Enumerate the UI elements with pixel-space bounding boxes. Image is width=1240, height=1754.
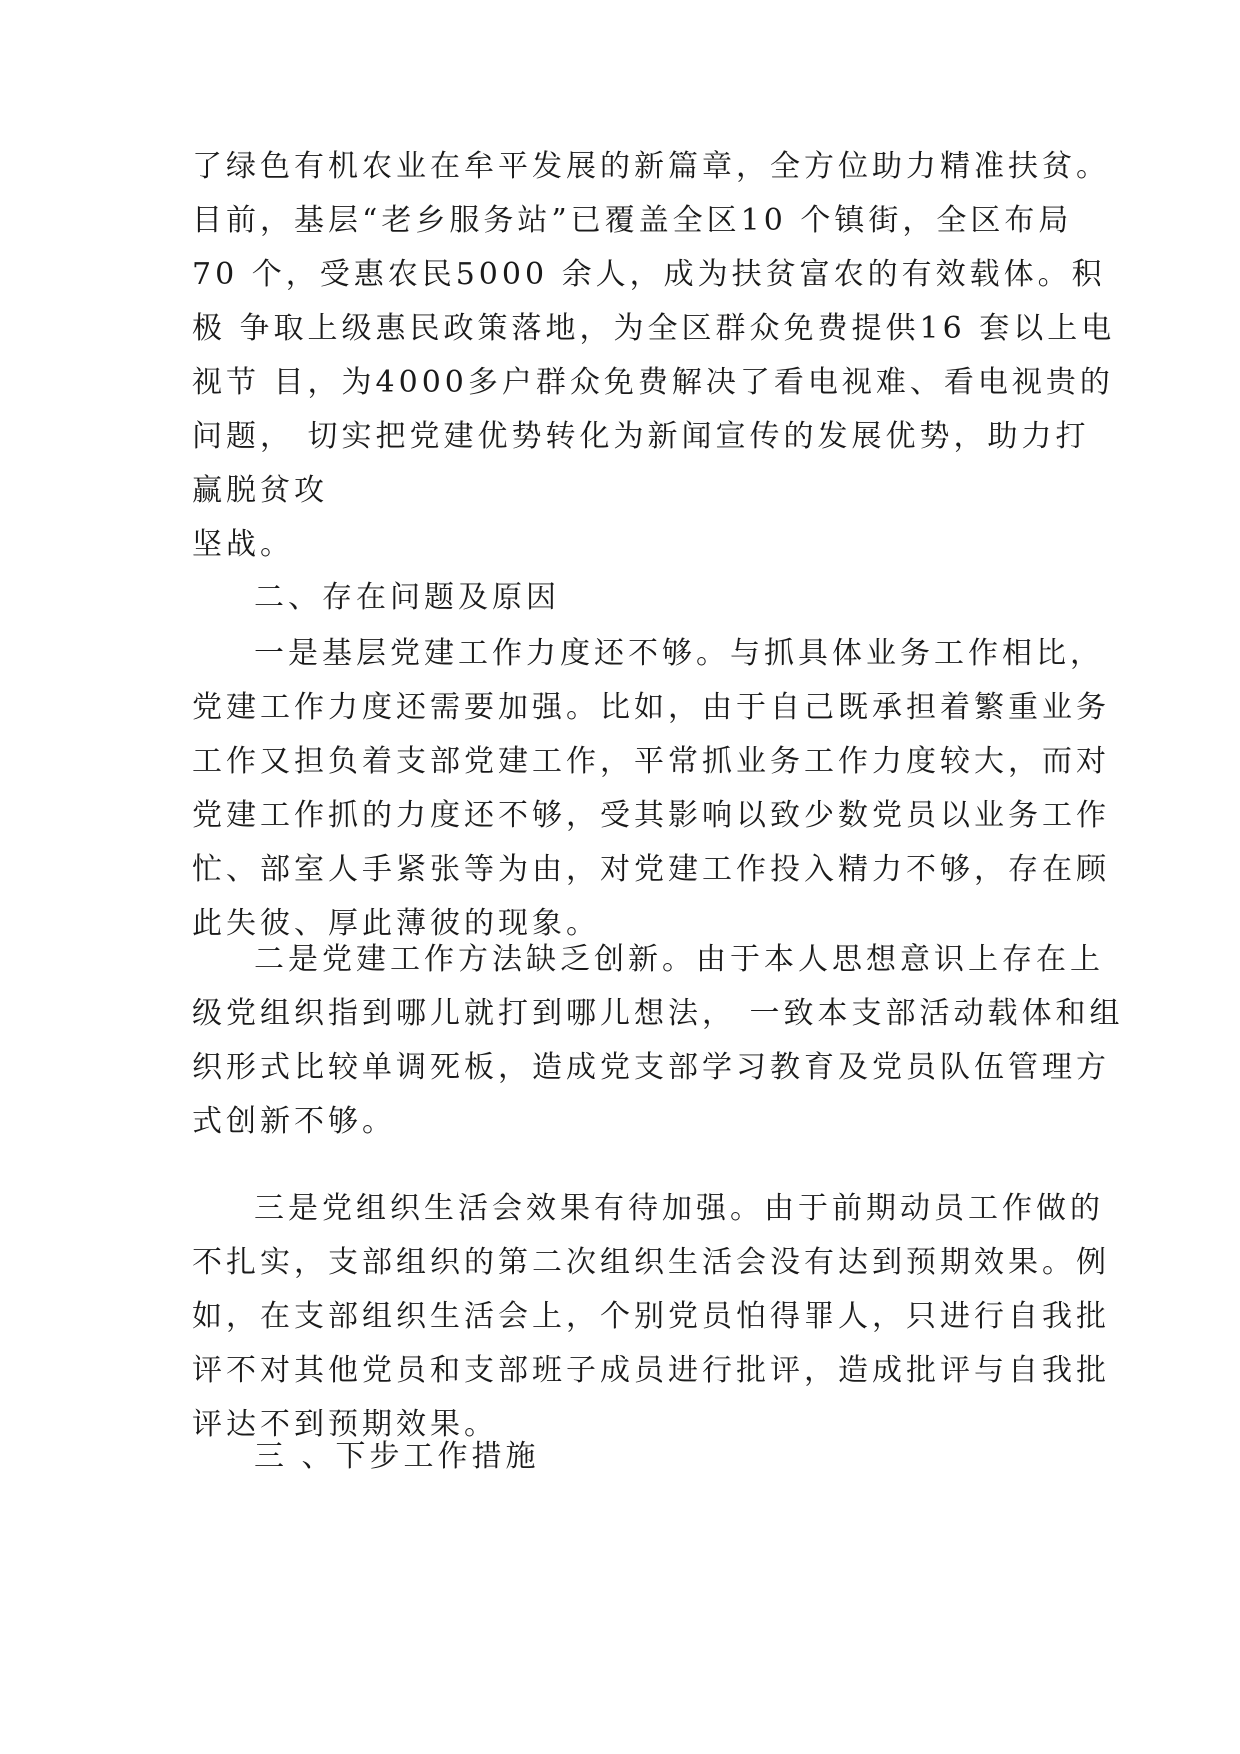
section-heading-next-steps <box>192 1430 1062 1484</box>
paragraph-line: 级党组织指到哪儿就打到哪儿想法， 一致本支部活动载体和组 <box>192 996 1124 1031</box>
paragraph-line: 党建工作力度还需要加强。比如，由于自己既承担着繁重业务 <box>192 690 1110 725</box>
paragraph-line: 70 个，受惠农民5000 余人，成为扶贫富农的有效载体。积 <box>192 257 1106 292</box>
paragraph-line: 坚战。 <box>192 527 294 562</box>
paragraph-line: 了绿色有机农业在牟平发展的新篇章，全方位助力精准扶贫。 <box>192 149 1110 184</box>
intro-paragraph <box>192 140 1116 572</box>
paragraph-line: 目前，基层“老乡服务站”已覆盖全区10 个镇街，全区布局 <box>192 203 1073 238</box>
problem-paragraph-3 <box>192 1182 1110 1452</box>
paragraph-line: 忙、部室人手紧张等为由，对党建工作投入精力不够，存在顾 <box>192 852 1110 887</box>
paragraph-first-line: 二是党建工作方法缺乏创新。由于本人思想意识上存在上 <box>254 942 1104 977</box>
section-heading-problems <box>192 571 1062 625</box>
paragraph-first-line: 一是基层党建工作力度还不够。与抓具体业务工作相比， <box>254 636 1104 671</box>
paragraph-line: 视节 目，为4000多户群众免费解决了看电视难、看电视贵的 <box>192 365 1114 400</box>
paragraph-first-line: 三是党组织生活会效果有待加强。由于前期动员工作做的 <box>254 1191 1104 1226</box>
paragraph-line: 式创新不够。 <box>192 1104 396 1139</box>
section-heading-text: 三 、下步工作措施 <box>254 1439 540 1474</box>
paragraph-line: 评达不到预期效果。 <box>192 1407 498 1442</box>
paragraph-line: 如，在支部组织生活会上，个别党员怕得罪人，只进行自我批 <box>192 1299 1110 1334</box>
paragraph-line: 赢脱贫攻 <box>192 473 328 508</box>
paragraph-line: 不扎实，支部组织的第二次组织生活会没有达到预期效果。例 <box>192 1245 1110 1280</box>
paragraph-line: 评不对其他党员和支部班子成员进行批评，造成批评与自我批 <box>192 1353 1110 1388</box>
problem-paragraph-2 <box>192 933 1124 1149</box>
paragraph-line: 党建工作抓的力度还不够，受其影响以致少数党员以业务工作 <box>192 798 1110 833</box>
paragraph-line: 问题， 切实把党建优势转化为新闻宣传的发展优势，助力打 <box>192 419 1090 454</box>
problem-paragraph-1 <box>192 627 1110 951</box>
section-heading-text: 二、存在问题及原因 <box>254 580 560 615</box>
paragraph-line: 此失彼、厚此薄彼的现象。 <box>192 906 600 941</box>
paragraph-line: 极 争取上级惠民政策落地，为全区群众免费提供16 套以上电 <box>192 311 1116 346</box>
paragraph-line: 织形式比较单调死板，造成党支部学习教育及党员队伍管理方 <box>192 1050 1110 1085</box>
paragraph-line: 工作又担负着支部党建工作，平常抓业务工作力度较大，而对 <box>192 744 1110 779</box>
